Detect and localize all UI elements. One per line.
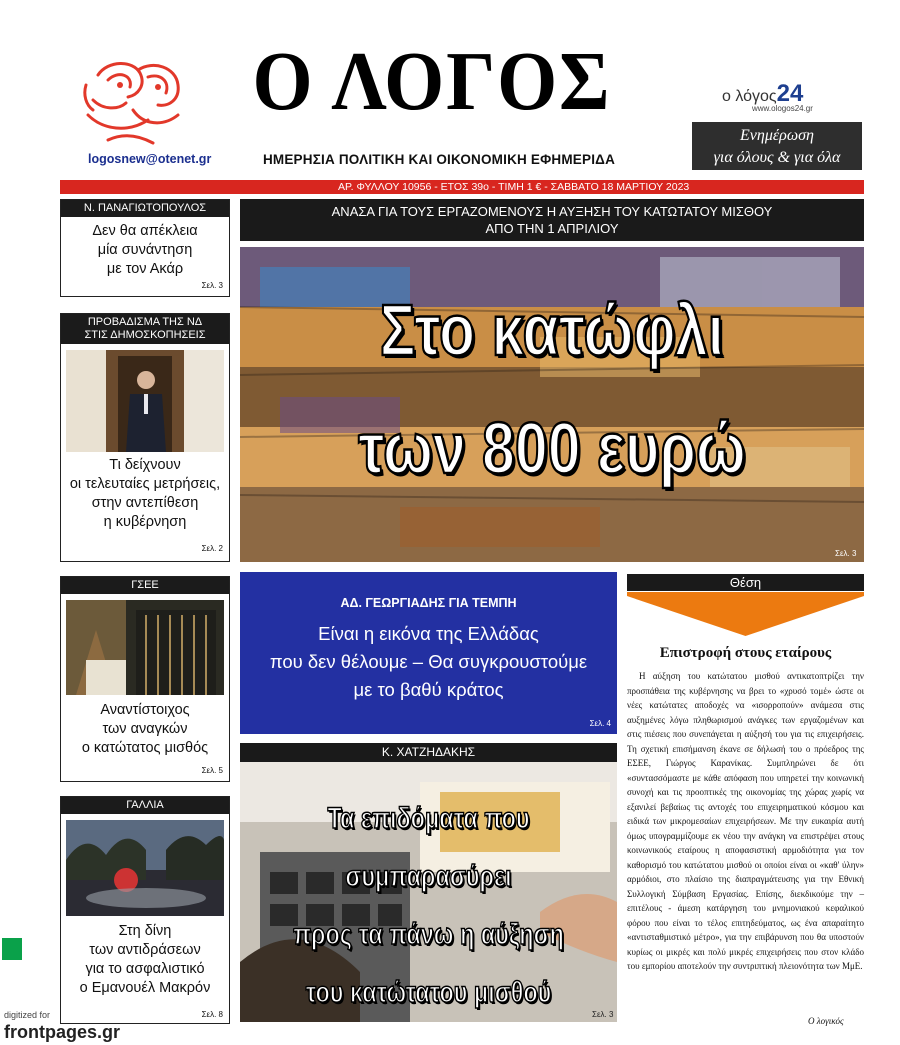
text-line: Δεν θα απέκλεια — [92, 223, 198, 239]
sidebar-story-2-text — [61, 452, 229, 532]
georgiadis-kicker: ΑΔ. ΓΕΩΡΓΙΑΔΗΣ ΓΙΑ ΤΕΜΠΗ — [340, 596, 517, 610]
ologos24-brand-number: 24 — [776, 80, 804, 107]
ologos24-url: www.ologos24.gr — [752, 104, 813, 113]
text-line: Τι δείχνουν — [109, 457, 181, 473]
frontpages-watermark[interactable]: frontpages.gr — [4, 1022, 121, 1042]
text-line: για το ασφαλιστικό — [85, 961, 205, 977]
chatzidakis-kicker: Κ. ΧΑΤΖΗΔΑΚΗΣ — [240, 743, 617, 762]
georgiadis-story[interactable] — [240, 572, 617, 734]
digitized-label: digitized for — [4, 1010, 51, 1020]
lead-headline-line-1: Στο κατώφλι — [379, 291, 725, 371]
lead-page-ref: Σελ. 3 — [835, 549, 857, 558]
politician-photo — [66, 350, 224, 452]
text-line: ο Εμανουέλ Μακρόν — [79, 980, 211, 996]
editorial-label: Θέση — [627, 574, 864, 591]
sidebar-story-2[interactable] — [60, 313, 230, 562]
sidebar-story-4[interactable] — [60, 796, 230, 1024]
text-line: η κυβέρνηση — [103, 514, 187, 530]
newspaper-masthead: Ο ΛΟΓΟΣ — [252, 35, 612, 128]
sidebar-story-1-text — [61, 217, 229, 279]
sidebar-story-1-label: Ν. ΠΑΝΑΓΙΩΤΟΠΟΥΛΟΣ — [61, 200, 229, 217]
headline-line: Τα επιδόματα που συμπαρασύρει — [327, 802, 530, 893]
label-line: ΠΡΟΒΑΔΙΣΜΑ ΤΗΣ ΝΔ — [87, 316, 203, 328]
chatzidakis-page-ref: Σελ. 3 — [592, 1010, 614, 1019]
newspaper-logo-icon — [78, 55, 190, 150]
georgiadis-headline — [240, 620, 617, 704]
sidebar-story-3-text — [61, 695, 229, 758]
sidebar-story-1[interactable] — [60, 199, 230, 297]
text-line: στην αντεπίθεση — [91, 495, 199, 511]
editorial-signature: Ο λογικός — [808, 1016, 844, 1026]
text-line: των αντιδράσεων — [89, 942, 201, 958]
text-line: Στη δίνη — [118, 923, 172, 939]
page-ref: Σελ. 2 — [201, 544, 223, 553]
text-line: με τον Ακάρ — [106, 261, 184, 277]
lead-headline — [296, 272, 808, 508]
chatzidakis-headline — [281, 790, 575, 1022]
sidebar-story-4-label: ΓΑΛΛΙΑ — [61, 797, 229, 814]
contact-email: logosnew@otenet.gr — [88, 152, 212, 166]
sidebar-story-3-label: ΓΣΕΕ — [61, 577, 229, 594]
sidebar-story-3[interactable] — [60, 576, 230, 782]
page-ref: Σελ. 5 — [201, 766, 223, 775]
headline-line: προς τα πάνω η αύξηση — [293, 918, 564, 951]
editorial-title: Επιστροφή στους εταίρους — [659, 645, 832, 661]
label-line: ΣΤΙΣ ΔΗΜΟΣΚΟΠΗΣΕΙΣ — [84, 329, 206, 341]
lead-kicker — [240, 199, 864, 241]
tagline-line-1: Ενημέρωση — [740, 127, 814, 144]
ologos24-brand-text: ο λόγος — [722, 88, 777, 105]
text-line: Αναντίστοιχος — [100, 702, 190, 718]
text-line: μία συνάντηση — [97, 242, 193, 258]
editorial-body: Η αύξηση του κατώτατου μισθού αντικατοπτρίζει την προσπάθεια της κυβέρνησης να βρει το «χρυσό τομέ» ώστε οι νέες κατώτατες αποδοχές να «ισορροπούν» ανάμεσα στις αυξημένες λόγω πληθωρισμού ανάγκες των εργαζομένων και στις πιέσεις που συνεπάγεται η αύξησή του για τις επιχειρήσεις. Τη σχετική επισήμανση έκανε σε δήλωσή του ο πρόεδρος της ΕΣΕΕ, Γιώργος Καρανίκας. Συμπληρώνει δε ότι «συντασσόμαστε με κάθε απόφαση που υπηρετεί την κοινωνική συνοχή και τις προοπτικές της οικονομίας της χώρας χωρίς να εξανιλεί βεβαίως τις αντοχές του επιχειρηματικού κόσμου και ειδικά των μικρομεσαίων επιχειρήσεων. Με την ευκαιρία αυτή όμως υπογραμμίζουμε εκ νέου την ανάγκη να επιστρέψει στους κοινωνικούς εταίρους η αποφασιστική αρμοδιότητα για τον καθορισμό του κατώτατου μισθού οι οποίοι είναι οι «καθ' ύλην» αρμόδιοι, στο πλαίσιο της διαπραγμάτευσης για την Εθνική Συλλογική Σύμβαση Εργασίας. Επίσης, διεκδικούμε την – επιτέλους - άμεση κατάργηση του μνημονιακού κεφαλικού φόρου που είναι το τέλος επιτηδεύματος, ως ένα απαραίτητο «αντισταθμιστικό μέτρο», για την επιβάρυνση που θα υποστούν κυρίως οι μικρές και πολύ μικρές επιχειρήσεις που στον κλάδο του εμπορίου αποτελούν την συντριπτική πλειονότητα των ΜμΕ. — [627, 671, 864, 971]
protest-photo — [66, 820, 224, 916]
page-ref: Σελ. 8 — [201, 1010, 223, 1019]
page-ref: Σελ. 4 — [589, 719, 611, 728]
editorial-arrow-icon — [627, 592, 864, 637]
text-line: οι τελευταίες μετρήσεις, — [69, 476, 221, 492]
issue-info-text: ΑΡ. ΦΥΛΛΟΥ 10956 - ΕΤΟΣ 39ο - ΤΙΜΗ 1 € - ΣΑΒΒΑΤΟ 18 ΜΑΡΤΙΟΥ 2023 — [338, 181, 690, 193]
issue-info-bar — [60, 180, 864, 194]
newspaper-subtitle: ΗΜΕΡΗΣΙΑ ΠΟΛΙΤΙΚΗ ΚΑΙ ΟΙΚΟΝΟΜΙΚΗ ΕΦΗΜΕΡΙΔΑ — [262, 152, 616, 167]
lead-kicker-line-1: ΑΝΑΣΑ ΓΙΑ ΤΟΥΣ ΕΡΓΑΖΟΜΕΝΟΥΣ Η ΑΥΞΗΣΗ ΤΟΥ ΚΑΤΩΤΑΤΟΥ ΜΙΣΘΟΥ — [331, 204, 773, 219]
tagline-box — [692, 122, 862, 170]
gsee-photo — [66, 600, 224, 695]
sidebar-story-2-label — [61, 314, 229, 344]
text-line: των αναγκών — [102, 721, 188, 737]
headline-line: Είναι η εικόνα της Ελλάδας — [318, 623, 539, 644]
sidebar-story-4-text — [61, 916, 229, 998]
headline-line: που δεν θέλουμε – Θα συγκρουστούμε — [269, 651, 588, 672]
lead-kicker-line-2: ΑΠΟ ΤΗΝ 1 ΑΠΡΙΛΙΟΥ — [485, 221, 619, 236]
text-line: ο κατώτατος μισθός — [81, 740, 209, 756]
headline-line: του κατώτατου μισθού — [305, 976, 552, 1009]
lead-headline-line-2: των 800 ευρώ — [358, 409, 746, 489]
tagline-line-2: για όλους & για όλα — [713, 149, 841, 166]
edge-marker — [2, 938, 22, 960]
page-ref: Σελ. 3 — [201, 281, 223, 290]
headline-line: με το βαθύ κράτος — [353, 679, 504, 700]
